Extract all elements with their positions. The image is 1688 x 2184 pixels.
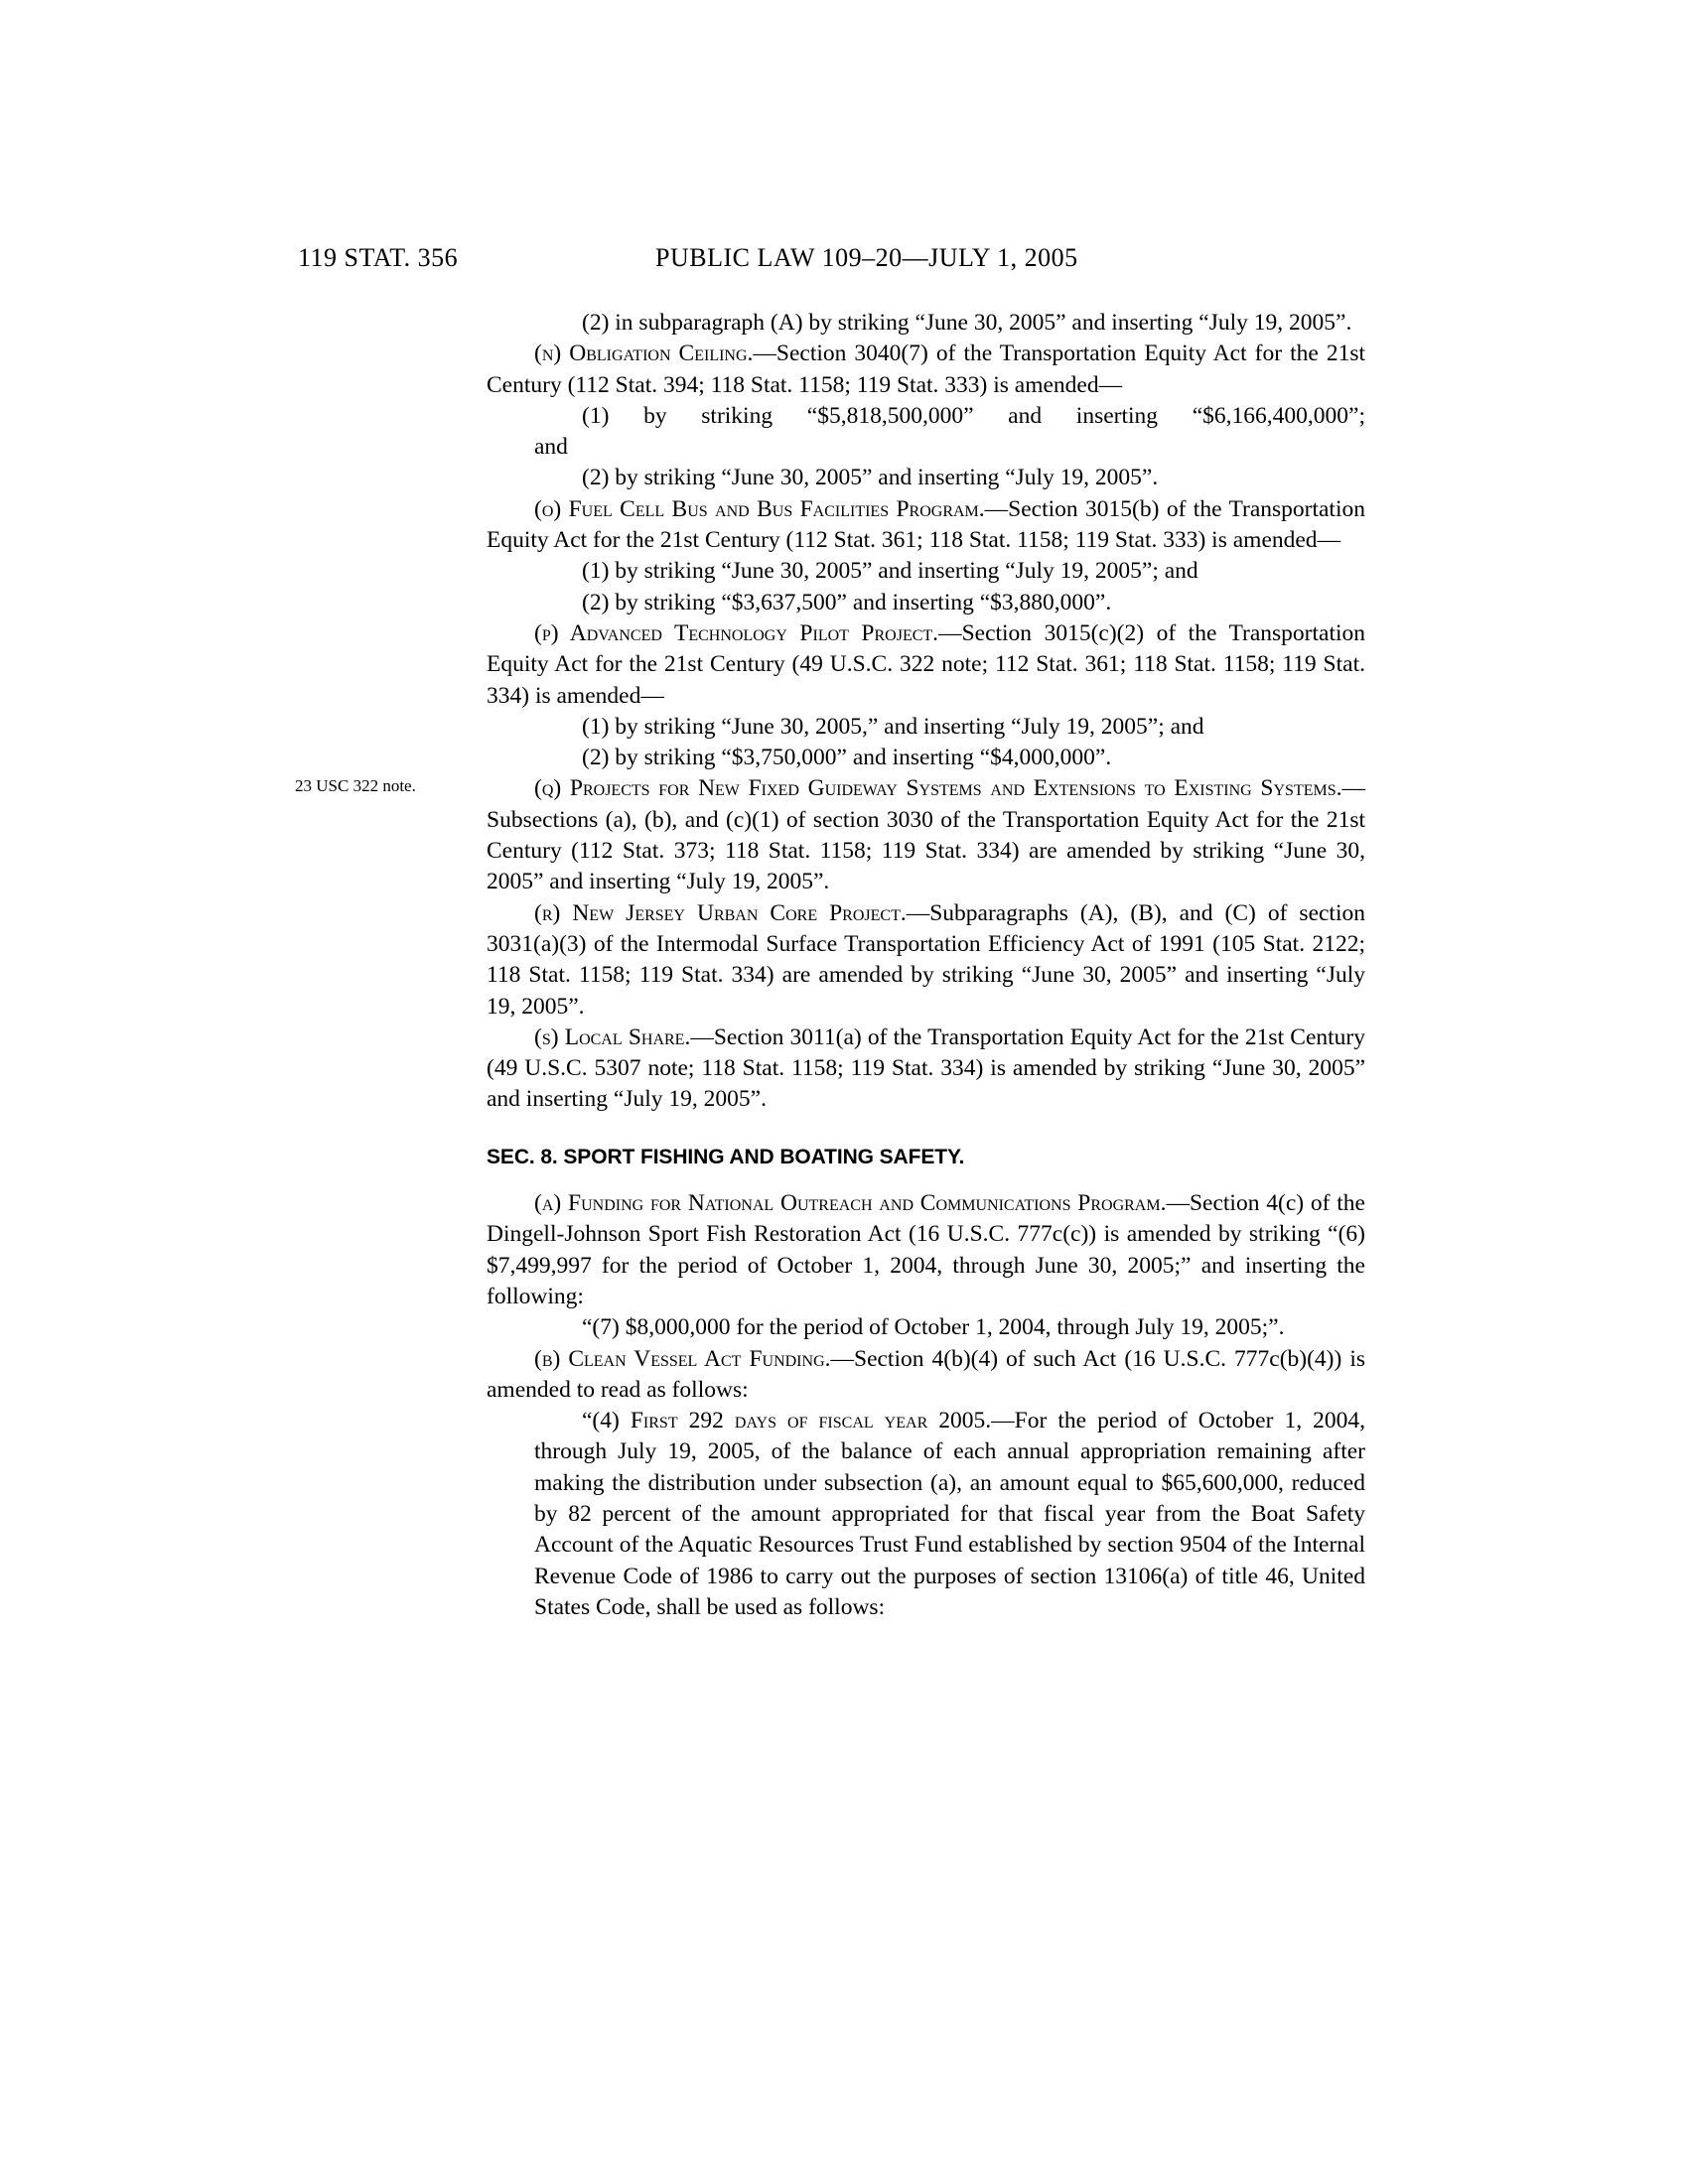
paragraph-o-label: (o) Fuel Cell Bus and Bus Facilities Program. bbox=[534, 495, 985, 522]
paragraph-p-2: (2) by striking “$3,750,000” and inserting “$4,000,000”. bbox=[582, 745, 1112, 771]
paragraph-a-text: —Section 4(c) of the Dingell-Johnson Sport Fish Restoration Act (16 U.S.C. 777c(c)) is amended by striking “(6) $7,499,997 for the period of October 1, 2004, through June 30, 2005;” and inserting the following: bbox=[487, 1190, 1365, 1309]
paragraph-n-text: —Section 3040(7) of the Transportation Equity Act for the 21st Century (112 Stat. 394; 118 Stat. 1158; 119 Stat. 333) is amended— bbox=[487, 341, 1366, 398]
paragraph-o-text: —Section 3015(b) of the Transportation Equity Act for the 21st Century (112 Stat. 361; 118 Stat. 1158; 119 Stat. 333) is amended— bbox=[487, 495, 1365, 554]
paragraph-p-text: —Section 3015(c)(2) of the Transportation Equity Act for the 21st Century (49 U.S.C. 322 note; 112 Stat. 361; 118 Stat. 1158; 119 Stat. 334) is amended— bbox=[487, 619, 1365, 709]
page-body bbox=[487, 308, 1365, 1623]
paragraph-r-new-jersey bbox=[487, 898, 1365, 1023]
paragraph-o-1: (1) by striking “June 30, 2005” and inserting “July 19, 2005”; and bbox=[582, 558, 1198, 585]
paragraph-b-text: —Section 4(b)(4) of such Act (16 U.S.C. 777c(b)(4)) is amended to read as follows: bbox=[487, 1345, 1365, 1403]
paragraph-o-fuel-cell-bus bbox=[487, 494, 1365, 557]
paragraph-s-label: (s) Local Share. bbox=[534, 1024, 691, 1050]
header-statute-citation: 119 STAT. 356 bbox=[298, 243, 459, 272]
paragraph-p-label: (p) Advanced Technology Pilot Project. bbox=[534, 619, 939, 646]
paragraph-q-text: —Subsections (a), (b), and (c)(1) of section 3030 of the Transportation Equity Act for the 21st Century (112 Stat. 373; 118 Stat. 1158; 119 Stat. 334) are amended by striking “June 30, 2005” and inserting “July 19, 2005”. bbox=[487, 775, 1365, 895]
paragraph-o-2: (2) by striking “$3,637,500” and inserting “$3,880,000”. bbox=[582, 589, 1112, 615]
paragraph-r-label: (r) New Jersey Urban Core Project. bbox=[534, 899, 907, 926]
quoted-paragraph-4 bbox=[487, 1406, 1365, 1623]
section-heading-sec-8: SEC. 8. SPORT FISHING AND BOATING SAFETY. bbox=[487, 1145, 965, 1168]
paragraph-q-label: (q) Projects for New Fixed Guideway Systems and Extensions to Existing Systems. bbox=[534, 775, 1342, 802]
paragraph-q-fixed-guideway bbox=[487, 773, 1365, 897]
quoted-paragraph-7: “(7) $8,000,000 for the period of October 1, 2004, through July 19, 2005;”. bbox=[582, 1314, 1285, 1341]
paragraph-s-local-share bbox=[487, 1023, 1365, 1116]
paragraph-n-2: (2) by striking “June 30, 2005” and inserting “July 19, 2005”. bbox=[582, 465, 1159, 491]
paragraph-b-label: (b) Clean Vessel Act Funding. bbox=[534, 1345, 831, 1372]
header-public-law: PUBLIC LAW 109–20—JULY 1, 2005 bbox=[655, 243, 1078, 272]
paragraph-n-label: (n) Obligation Ceiling. bbox=[534, 341, 754, 367]
quoted-paragraph-4-text: —For the period of October 1, 2004, through July 19, 2005, of the balance of each annual appropriation remaining after making the distribution under subsection (a), an amount equal to $65,600,000, reduced by 82 percent of the amount appropriated for that fiscal year from the Boat Safety Account of the Aquatic Resources Trust Fund established by section 9504 of the Internal Revenue Code of 1986 to carry out the purposes of section 13106(a) of title 46, United States Code, shall be used as follows: bbox=[534, 1408, 1365, 1620]
paragraph-p-1: (1) by striking “June 30, 2005,” and inserting “July 19, 2005”; and bbox=[582, 713, 1204, 740]
paragraph-n-obligation-ceiling bbox=[487, 339, 1365, 401]
marginal-note-usc: 23 USC 322 note. bbox=[295, 776, 416, 795]
paragraph-a-national-outreach bbox=[487, 1188, 1365, 1312]
quoted-paragraph-4-label: “(4) First 292 days of fiscal year 2005. bbox=[582, 1408, 992, 1434]
paragraph-n-1: (1) by striking “$5,818,500,000” and inserting “$6,166,400,000”; and bbox=[534, 402, 1365, 461]
paragraph-b-clean-vessel bbox=[487, 1344, 1365, 1407]
paragraph-p-advanced-technology bbox=[487, 618, 1365, 712]
paragraph-2-subparagraph-a: (2) in subparagraph (A) by striking “June 30, 2005” and inserting “July 19, 2005”. bbox=[582, 310, 1352, 336]
page-header bbox=[0, 243, 1688, 277]
paragraph-s-text: —Section 3011(a) of the Transportation Equity Act for the 21st Century (49 U.S.C. 5307 note; 118 Stat. 1158; 119 Stat. 334) is amended by striking “June 30, 2005” and inserting “July 19, 2005”. bbox=[487, 1024, 1365, 1113]
paragraph-a-label: (a) Funding for National Outreach and Communications Program. bbox=[534, 1190, 1167, 1217]
paragraph-r-text: —Subparagraphs (A), (B), and (C) of section 3031(a)(3) of the Intermodal Surface Transportation Efficiency Act of 1991 (105 Stat. 2122; 118 Stat. 1158; 119 Stat. 334) are amended by striking “June 30, 2005” and inserting “July 19, 2005”. bbox=[487, 899, 1365, 1020]
